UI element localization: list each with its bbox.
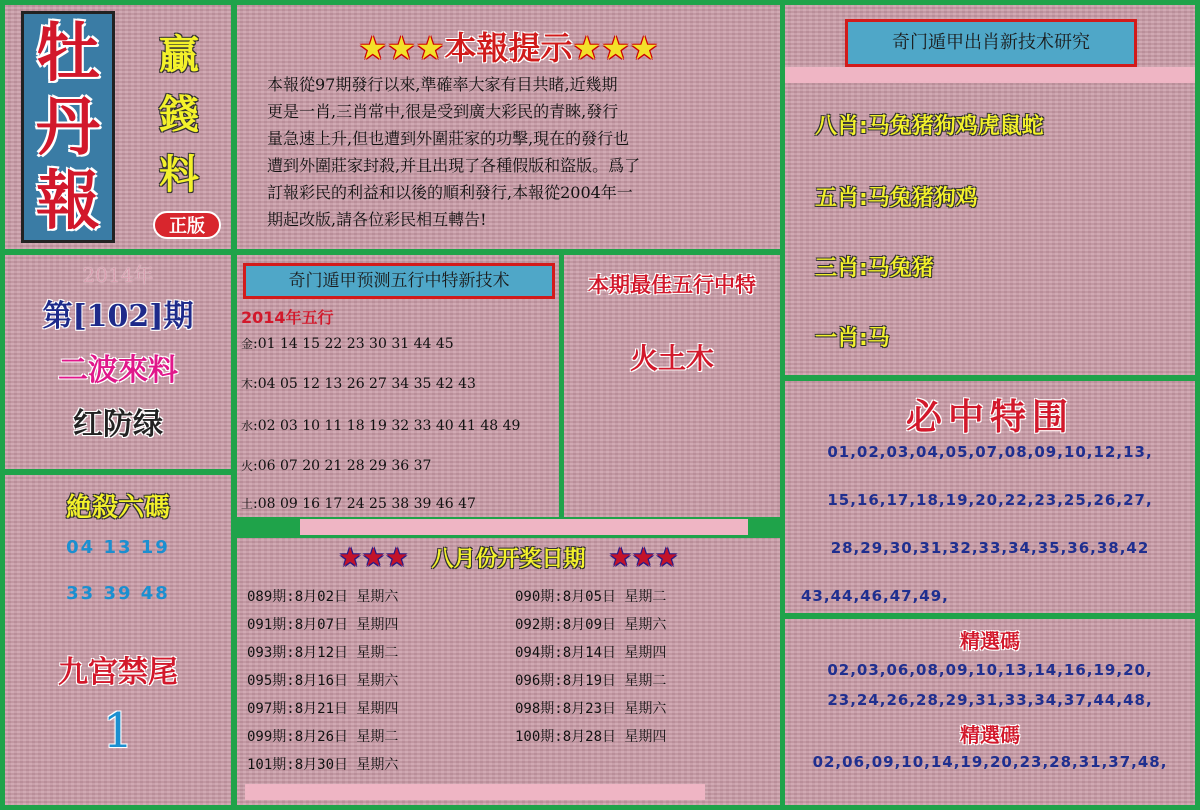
selected-row: 02,06,09,10,14,19,20,23,28,31,37,48, bbox=[812, 753, 1168, 771]
notice-line: 訂報彩民的利益和以後的順利發行,本報從2004年一 bbox=[267, 183, 633, 202]
wuxing-row bbox=[241, 375, 476, 392]
schedule-left-row: 099期:8月26日 星期二 bbox=[247, 729, 399, 745]
must-hit-panel bbox=[785, 381, 1195, 613]
wuxing-row bbox=[241, 335, 454, 352]
issue-year: 2014年 bbox=[82, 263, 154, 287]
schedule-left-row: 089期:8月02日 星期六 bbox=[247, 589, 399, 605]
masthead-char-2: 丹 bbox=[36, 91, 100, 165]
notice-line: 更是一肖,三肖常中,很是受到廣大彩民的青睞,發行 bbox=[267, 102, 619, 121]
nine-palace-title: 九宫禁尾 bbox=[58, 655, 178, 690]
kill-six-row-2: 33 39 48 bbox=[66, 583, 170, 604]
notice-line: 本報從97期發行以來,準確率大家有目共睹,近幾期 bbox=[267, 75, 618, 94]
must-hit-row: 01,02,03,04,05,07,08,09,10,12,13, bbox=[827, 443, 1153, 461]
wuxing-label: 水 bbox=[241, 419, 254, 433]
wuxing-nums: :02 03 10 11 18 19 32 33 40 41 48 49 bbox=[253, 418, 521, 434]
zodiac-line-1: 一肖:马 bbox=[815, 326, 890, 351]
wuxing-label: 土 bbox=[241, 497, 254, 511]
wuxing-nums: :06 07 20 21 28 29 36 37 bbox=[253, 458, 432, 474]
star-icon: ★★★ bbox=[572, 29, 659, 67]
kill-six-panel bbox=[5, 475, 231, 805]
issue-tag: 二波來料 bbox=[58, 353, 178, 388]
wuxing-row bbox=[241, 495, 476, 512]
wuxing-label: 火 bbox=[241, 459, 254, 473]
slogan-char-1: 贏 bbox=[159, 31, 199, 78]
schedule-left-row: 095期:8月16日 星期六 bbox=[247, 673, 399, 689]
best-wuxing-title: 本期最佳五行中特 bbox=[588, 273, 756, 297]
masthead-name-box bbox=[21, 11, 115, 243]
decor-bar bbox=[245, 784, 705, 800]
notice-line: 期起改版,請各位彩民相互轉告! bbox=[267, 210, 487, 229]
star-icon: ★★★ bbox=[338, 543, 409, 573]
wuxing-nums: :04 05 12 13 26 27 34 35 42 43 bbox=[253, 376, 476, 392]
selected-title-2: 精選碼 bbox=[960, 723, 1020, 747]
schedule-left-row: 091期:8月07日 星期四 bbox=[247, 617, 399, 633]
wuxing-header: 奇门遁甲预测五行中特新技术 bbox=[243, 263, 555, 299]
zodiac-panel bbox=[785, 5, 1195, 375]
schedule-right-row: 100期:8月28日 星期四 bbox=[515, 729, 667, 745]
issue-number: 第[102]期 bbox=[42, 299, 194, 334]
must-hit-title: 必中特围 bbox=[905, 397, 1074, 438]
zodiac-line-8: 八肖:马兔猪狗鸡虎鼠蛇 bbox=[815, 114, 1044, 139]
wuxing-nums: :01 14 15 22 23 30 31 44 45 bbox=[253, 336, 454, 352]
wuxing-label: 金 bbox=[241, 337, 254, 351]
zodiac-line-3: 三肖:马兔猪 bbox=[815, 256, 934, 281]
masthead-char-1: 牡 bbox=[36, 17, 100, 91]
masthead-char-3: 報 bbox=[36, 165, 100, 239]
best-wuxing-value: 火土木 bbox=[629, 342, 714, 375]
notice-panel bbox=[237, 5, 780, 249]
selected-panel bbox=[785, 619, 1195, 805]
issue-panel bbox=[5, 255, 231, 469]
must-hit-row: 43,44,46,47,49, bbox=[801, 587, 949, 605]
notice-line: 遭到外圍莊家封殺,并且出現了各種假版和盜版。爲了 bbox=[267, 156, 641, 175]
star-icon: ★★★ bbox=[608, 543, 679, 573]
selected-row: 02,03,06,08,09,10,13,14,16,19,20, bbox=[827, 661, 1153, 679]
best-wuxing-panel bbox=[564, 255, 780, 517]
slogan-char-2: 錢 bbox=[159, 91, 199, 138]
wuxing-row bbox=[241, 417, 520, 434]
decor-bar bbox=[300, 519, 748, 535]
zodiac-line-5: 五肖:马兔猪狗鸡 bbox=[815, 186, 978, 211]
wuxing-subtitle: 2014年五行 bbox=[241, 308, 334, 327]
notice-title: 本報提示 bbox=[444, 29, 573, 67]
schedule-left-row: 101期:8月30日 星期六 bbox=[247, 757, 399, 773]
slogan-char-3: 料 bbox=[159, 151, 199, 198]
notice-line: 量急速上升,但也遭到外圍莊家的功擊,現在的發行也 bbox=[267, 129, 630, 148]
wuxing-label: 木 bbox=[241, 377, 254, 391]
schedule-left-row: 097期:8月21日 星期四 bbox=[247, 701, 399, 717]
must-hit-row: 28,29,30,31,32,33,34,35,36,38,42 bbox=[830, 539, 1150, 557]
must-hit-row: 15,16,17,18,19,20,22,23,25,26,27, bbox=[827, 491, 1153, 509]
schedule-right-row: 090期:8月05日 星期二 bbox=[515, 589, 667, 605]
zodiac-header: 奇门遁甲出肖新技术研究 bbox=[845, 19, 1137, 67]
schedule-right-row: 094期:8月14日 星期四 bbox=[515, 645, 667, 661]
wuxing-panel bbox=[237, 255, 559, 517]
masthead-panel bbox=[5, 5, 231, 249]
kill-six-row-1: 04 13 19 bbox=[66, 537, 170, 558]
star-icon: ★★★ bbox=[358, 29, 445, 67]
schedule-left-row: 093期:8月12日 星期二 bbox=[247, 645, 399, 661]
schedule-title: 八月份开奖日期 bbox=[431, 547, 586, 572]
schedule-right-row: 098期:8月23日 星期六 bbox=[515, 701, 667, 717]
selected-title-1: 精選碼 bbox=[960, 629, 1020, 653]
wuxing-row bbox=[241, 457, 431, 474]
schedule-panel bbox=[237, 538, 780, 805]
kill-six-title: 絶殺六碼 bbox=[65, 493, 170, 523]
schedule-right-row: 096期:8月19日 星期二 bbox=[515, 673, 667, 689]
genuine-badge: 正版 bbox=[153, 211, 221, 239]
nine-palace-value: 1 bbox=[102, 703, 134, 759]
schedule-title-row bbox=[237, 542, 780, 573]
selected-row: 23,24,26,28,29,31,33,34,37,44,48, bbox=[827, 691, 1153, 709]
notice-title-row bbox=[237, 23, 780, 69]
decor-bar bbox=[785, 67, 1195, 83]
wuxing-nums: :08 09 16 17 24 25 38 39 46 47 bbox=[253, 496, 476, 512]
schedule-right-row: 092期:8月09日 星期六 bbox=[515, 617, 667, 633]
issue-colors: 红防绿 bbox=[73, 407, 163, 442]
notice-body bbox=[267, 71, 767, 233]
